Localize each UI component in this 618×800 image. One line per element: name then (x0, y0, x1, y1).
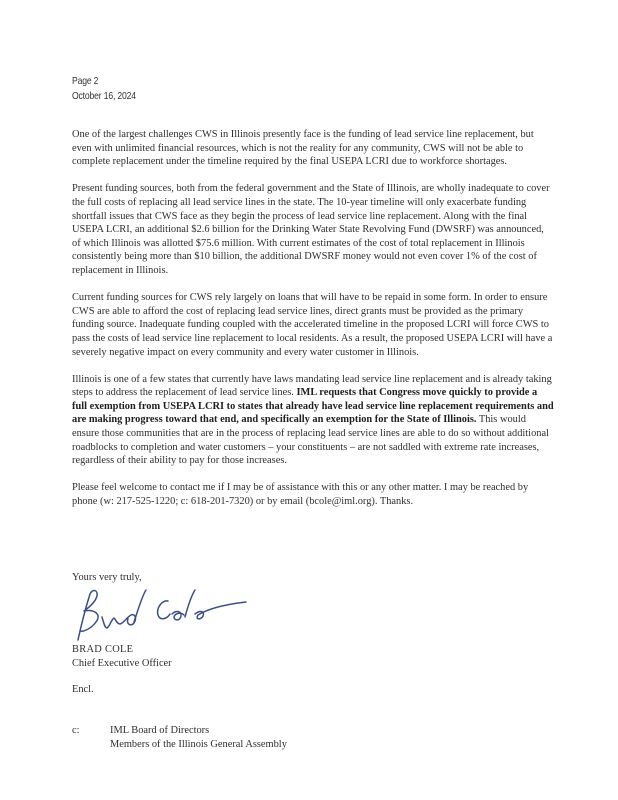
exemption-outcome: This would ensure those communities that are in the process of replacing lead service lines are able to do so without additional roadblocks to completion and water customers – your constituents – are not saddled with extreme rate increases, regardless of their ability to pay for those increases. (72, 414, 549, 467)
paragraph-workforce: One of the largest challenges CWS in Illinois presently face is the funding of lead service line replacement, but even with unlimited financial resources, which is not the reality for any community, CWS will not be able to complete replacement under the timeline required by the final USEPA LCRI due to workforce shortages. (72, 129, 534, 168)
closing-salutation: Yours very truly, (72, 572, 142, 583)
handwritten-signature (64, 584, 254, 644)
letter-body (72, 128, 554, 522)
paragraph-loans: Current funding sources for CWS rely largely on loans that will have to be repaid in some form. In order to ensure CWS are able to afford the cost of replacing lead service lines, direct grants must be provided as the primary funding source. Inadequate funding coupled with the accelerated timeline in the proposed LCRI will force CWS to pass the costs of lead service line replacement to local residents. As a result, the proposed USEPA LCRI will have a severely negative impact on every community and every water customer in Illinois. (72, 292, 553, 358)
cc-recipient: IML Board of Directors (110, 725, 210, 736)
exemption-request-bold: IML requests that Congress move quickly to provide a full exemption from USEPA LCRI to states that already have lead service line replacement requirements and are making progress toward that end, and specifically an exemption for the State of Illinois. (72, 387, 554, 426)
letter-date: October 16, 2024 (72, 90, 136, 102)
page-number: Page 2 (72, 75, 99, 87)
page-header (72, 74, 136, 104)
signature-block (72, 643, 172, 670)
paragraph-funding-sources: Present funding sources, both from the federal government and the State of Illinois, are wholly inadequate to cover the full costs of replacing all lead service lines in the state. The 10-year timeline will only exacerbate funding shortfall issues that CWS face as they begin the process of lead service line replacement. Along with the final USEPA LCRI, an additional $2.6 billion for the Drinking Water State Revolving Fund (DWSRF) was announced, of which Illinois was allotted $75.6 million. With current estimates of the cost of total replacement in Illinois consistently being more than $10 billion, the additional DWSRF money would not even cover 1% of the cost of replacement in Illinois. (72, 183, 550, 276)
cc-label: c: (72, 725, 80, 736)
exemption-intro: Illinois is one of a few states that currently have laws mandating lead service line replacement and is already taking steps to address the replacement of lead service lines. (72, 373, 552, 399)
cc-recipient-list (110, 724, 287, 751)
cc-recipient: Members of the Illinois General Assembly (110, 738, 287, 750)
paragraph-exemption-request (72, 373, 554, 468)
paragraph-contact: Please feel welcome to contact me if I may be of assistance with this or any other matter. I may be reached by phone (w: 217-525-1220; c: 618-201-7320) or by email (bcole@iml.org). Thanks. (72, 482, 529, 508)
enclosure-note: Encl. (72, 684, 94, 695)
signer-title: Chief Executive Officer (72, 657, 172, 669)
signer-name: BRAD COLE (72, 644, 134, 655)
